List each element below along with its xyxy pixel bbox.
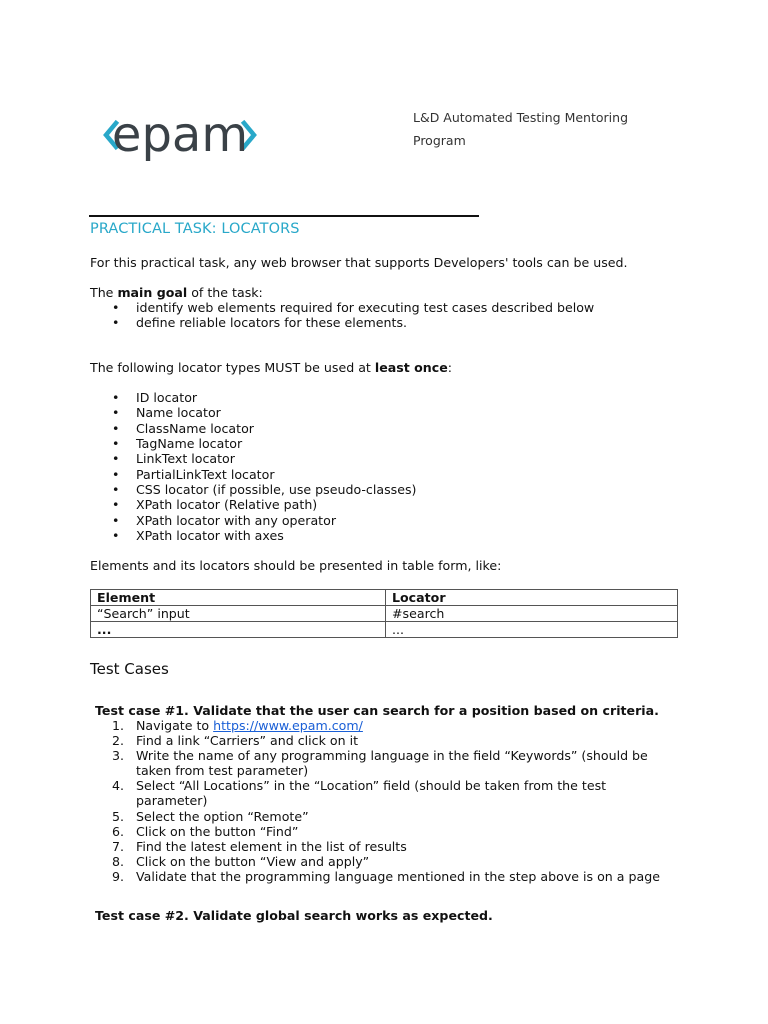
step-item: 3. Write the name of any programming language in the field “Keywords” (should be taken from test parameter) — [112, 748, 648, 779]
intro-text: For this practical task, any web browser that supports Developers' tools can be used. — [90, 255, 628, 270]
table-cell: ... — [91, 622, 386, 638]
list-item: • XPath locator with axes — [112, 528, 416, 543]
test-case-1-title: Test case #1. Validate that the user can search for a position based on criteria. — [95, 703, 659, 718]
test-case-2-title: Test case #2. Validate global search works as expected. — [95, 908, 493, 923]
main-goal-text: The main goal of the task: — [90, 285, 263, 300]
step-item: 5. Select the option “Remote” — [112, 808, 309, 824]
list-item: • ID locator — [112, 390, 416, 405]
step-item: 7. Find the latest element in the list of results — [112, 838, 407, 854]
program-title: L&D Automated Testing Mentoring Program — [413, 110, 629, 148]
table-cell: #search — [386, 606, 678, 622]
list-item: • ClassName locator — [112, 421, 416, 436]
title-divider — [89, 215, 479, 217]
step-item: 8. Click on the button “View and apply” — [112, 853, 370, 869]
locator-table — [90, 589, 678, 638]
table-cell: “Search” input — [91, 606, 386, 622]
table-intro-text: Elements and its locators should be presented in table form, like: — [90, 558, 502, 573]
table-row — [91, 606, 678, 622]
list-item: • Name locator — [112, 405, 416, 420]
list-item: • PartialLinkText locator — [112, 467, 416, 482]
page-title: PRACTICAL TASK: LOCATORS — [90, 221, 300, 237]
epam-logo — [100, 104, 260, 174]
list-item: • XPath locator with any operator — [112, 513, 416, 528]
locator-types-list — [112, 390, 416, 543]
list-item: • XPath locator (Relative path) — [112, 497, 416, 512]
step-item: 2. Find a link “Carriers” and click on it — [112, 733, 359, 749]
list-item: • identify web elements required for executing test cases described below — [112, 300, 594, 315]
step-item: 9. Validate that the programming language mentioned in the step above is on a page — [112, 868, 660, 884]
test-case-1-steps — [110, 718, 670, 884]
epam-link[interactable]: https://www.epam.com/ — [213, 718, 363, 733]
locator-types-intro: The following locator types MUST be used at least once: — [90, 360, 453, 375]
step-item: 4. Select “All Locations” in the “Location” field (should be taken from the test parameter) — [112, 778, 607, 809]
svg-text:epam: epam — [111, 107, 249, 163]
table-row — [91, 622, 678, 638]
column-header-locator: Locator — [386, 590, 678, 606]
column-header-element: Element — [91, 590, 386, 606]
test-cases-heading: Test Cases — [90, 660, 169, 678]
list-item: • TagName locator — [112, 436, 416, 451]
step-item: 1. Navigate to https://www.epam.com/ — [112, 718, 363, 733]
list-item: • define reliable locators for these elements. — [112, 315, 594, 330]
list-item: • CSS locator (if possible, use pseudo-classes) — [112, 482, 416, 497]
list-item: • LinkText locator — [112, 451, 416, 466]
table-cell: ... — [386, 622, 678, 638]
step-item: 6. Click on the button “Find” — [112, 823, 299, 839]
goal-list — [112, 300, 594, 331]
table-header-row — [91, 590, 678, 606]
